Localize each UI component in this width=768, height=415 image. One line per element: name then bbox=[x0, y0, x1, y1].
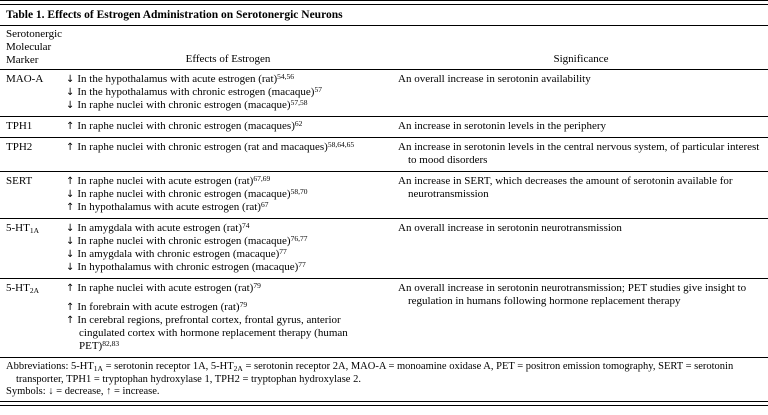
table-row-mao-a bbox=[0, 70, 768, 117]
effects-cell bbox=[62, 117, 394, 138]
increase-arrow-icon: ↑ bbox=[66, 142, 75, 153]
marker-label: 5-HT bbox=[6, 222, 30, 234]
reference-superscript: 57 bbox=[314, 84, 322, 94]
column-header-marker bbox=[0, 26, 62, 70]
table-row-tph2 bbox=[0, 138, 768, 172]
effect-text: In hypothalamus with acute estrogen (rat) bbox=[77, 201, 261, 213]
marker-subscript: 2A bbox=[29, 286, 39, 295]
abbreviation-subscript: 2A bbox=[233, 364, 243, 373]
table-row-5ht2a bbox=[0, 279, 768, 358]
effect-line bbox=[66, 314, 358, 353]
effect-line bbox=[66, 86, 358, 99]
decrease-arrow-icon: ↓ bbox=[66, 223, 75, 234]
reference-superscript: 67 bbox=[260, 199, 269, 209]
effect-text: In the hypothalamus with acute estrogen (rat) bbox=[77, 73, 278, 85]
effects-cell bbox=[62, 70, 394, 117]
effect-text: In amygdala with chronic estrogen (macaque) bbox=[77, 248, 280, 260]
effect-text: In raphe nuclei with chronic estrogen (rat and macaques) bbox=[77, 141, 328, 153]
effect-line bbox=[66, 235, 358, 248]
effect-line bbox=[66, 301, 358, 314]
effect-text: In forebrain with acute estrogen (rat) bbox=[77, 301, 240, 313]
table-title: Table 1. Effects of Estrogen Administration on Serotonergic Neurons bbox=[0, 5, 768, 26]
significance-cell: An overall increase in serotonin neurotransmission; PET studies give insight to regulation in humans following hormone replacement therapy bbox=[398, 282, 747, 307]
increase-arrow-icon: ↑ bbox=[66, 202, 75, 213]
marker-cell bbox=[0, 219, 62, 279]
significance-cell: An overall increase in serotonin availability bbox=[398, 73, 591, 85]
decrease-arrow-icon: ↓ bbox=[66, 87, 75, 98]
reference-superscript: 77 bbox=[298, 259, 306, 269]
marker-cell bbox=[0, 117, 62, 138]
effect-text: In raphe nuclei with chronic estrogen (macaque) bbox=[77, 99, 291, 111]
reference-superscript: 79 bbox=[239, 299, 248, 309]
effect-line bbox=[66, 261, 358, 274]
reference-superscript: 58,70 bbox=[290, 186, 308, 196]
decrease-arrow-icon: ↓ bbox=[66, 262, 75, 273]
effect-text: In raphe nuclei with acute estrogen (rat) bbox=[77, 282, 254, 294]
effects-table bbox=[0, 26, 768, 358]
effects-cell bbox=[62, 138, 394, 172]
header-row bbox=[0, 26, 768, 70]
table-row-5ht1a bbox=[0, 219, 768, 279]
abbreviations-text: Abbreviations: 5-HT bbox=[6, 361, 94, 372]
effects-cell bbox=[62, 172, 394, 219]
reference-superscript: 74 bbox=[242, 220, 250, 230]
increase-arrow-icon: ↑ bbox=[66, 176, 75, 187]
effect-text: In raphe nuclei with chronic estrogen (macaques) bbox=[77, 120, 295, 132]
marker-cell bbox=[0, 70, 62, 117]
increase-arrow-icon: ↑ bbox=[66, 302, 75, 313]
reference-superscript: 67,69 bbox=[253, 173, 271, 183]
marker-cell bbox=[0, 138, 62, 172]
effect-text: In cerebral regions, prefrontal cortex, frontal gyrus, anterior cingulated cortex with hormone replacement therapy (human PET) bbox=[77, 314, 348, 352]
abbreviations-text: = serotonin receptor 2A, MAO-A = monoamine oxidase A, PET = positron emission tomography, SERT = serotonin transporter, TPH1 = tryptophan hydroxylase 1, TPH2 = tryptophan hydroxylase 2. bbox=[16, 361, 734, 385]
marker-label: MAO-A bbox=[6, 73, 44, 85]
effect-text: In hypothalamus with chronic estrogen (macaque) bbox=[77, 261, 299, 273]
effect-line bbox=[66, 201, 358, 214]
effect-line bbox=[66, 222, 358, 235]
effect-line bbox=[66, 248, 358, 261]
increase-arrow-icon: ↑ bbox=[66, 315, 75, 326]
effect-line bbox=[66, 175, 358, 188]
column-header-significance: Significance bbox=[553, 53, 609, 65]
reference-superscript: 76,77 bbox=[290, 233, 308, 243]
marker-label: TPH1 bbox=[6, 120, 33, 132]
symbols-note: Symbols: ↓ = decrease, ↑ = increase. bbox=[6, 386, 160, 397]
decrease-arrow-icon: ↓ bbox=[66, 74, 75, 85]
significance-cell: An overall increase in serotonin neurotransmission bbox=[398, 222, 622, 234]
effect-line bbox=[66, 141, 358, 154]
effect-text: In amygdala with acute estrogen (rat) bbox=[77, 222, 243, 234]
abbreviations-text: = serotonin receptor 1A, 5-HT bbox=[102, 361, 234, 372]
column-header-marker-line: Marker bbox=[6, 54, 39, 66]
abbreviations-note bbox=[6, 361, 754, 386]
table-row-sert bbox=[0, 172, 768, 219]
decrease-arrow-icon: ↓ bbox=[66, 249, 75, 260]
column-header-marker-line: Serotonergic bbox=[6, 28, 63, 40]
effect-text: In raphe nuclei with chronic estrogen (macaque) bbox=[77, 188, 291, 200]
effect-text: In the hypothalamus with chronic estrogen (macaque) bbox=[77, 86, 315, 98]
reference-superscript: 57,58 bbox=[290, 97, 308, 107]
marker-label: 5-HT bbox=[6, 282, 30, 294]
significance-cell: An increase in SERT, which decreases the amount of serotonin available for neurotransmission bbox=[398, 175, 733, 200]
effect-text: In raphe nuclei with chronic estrogen (macaque) bbox=[77, 235, 291, 247]
table-row-tph1 bbox=[0, 117, 768, 138]
marker-label: TPH2 bbox=[6, 141, 33, 153]
decrease-arrow-icon: ↓ bbox=[66, 236, 75, 247]
reference-superscript: 79 bbox=[253, 280, 261, 290]
effect-text: In raphe nuclei with acute estrogen (rat) bbox=[77, 175, 254, 187]
effect-line bbox=[66, 99, 358, 112]
increase-arrow-icon: ↑ bbox=[66, 283, 75, 294]
bottom-rule bbox=[0, 401, 768, 406]
marker-cell bbox=[0, 279, 62, 358]
effect-line bbox=[66, 282, 358, 295]
significance-cell: An increase in serotonin levels in the central nervous system, of particular interest to mood disorders bbox=[398, 141, 760, 166]
marker-cell bbox=[0, 172, 62, 219]
significance-cell: An increase in serotonin levels in the periphery bbox=[398, 120, 607, 132]
decrease-arrow-icon: ↓ bbox=[66, 189, 75, 200]
reference-superscript: 54,56 bbox=[277, 71, 295, 81]
effects-cell bbox=[62, 279, 394, 358]
column-header-effects: Effects of Estrogen bbox=[185, 53, 271, 65]
marker-subscript: 1A bbox=[29, 226, 39, 235]
increase-arrow-icon: ↑ bbox=[66, 121, 75, 132]
effects-cell bbox=[62, 219, 394, 279]
reference-superscript: 58,64,65 bbox=[327, 139, 355, 149]
reference-superscript: 77 bbox=[279, 246, 287, 256]
effect-line bbox=[66, 120, 358, 133]
column-header-marker-line: Molecular bbox=[6, 41, 52, 53]
reference-superscript: 82,83 bbox=[102, 338, 120, 348]
abbreviation-subscript: 1A bbox=[93, 364, 103, 373]
table-footnotes bbox=[0, 358, 768, 401]
reference-superscript: 62 bbox=[294, 118, 303, 128]
decrease-arrow-icon: ↓ bbox=[66, 100, 75, 111]
effect-line bbox=[66, 188, 358, 201]
marker-label: SERT bbox=[6, 175, 33, 187]
